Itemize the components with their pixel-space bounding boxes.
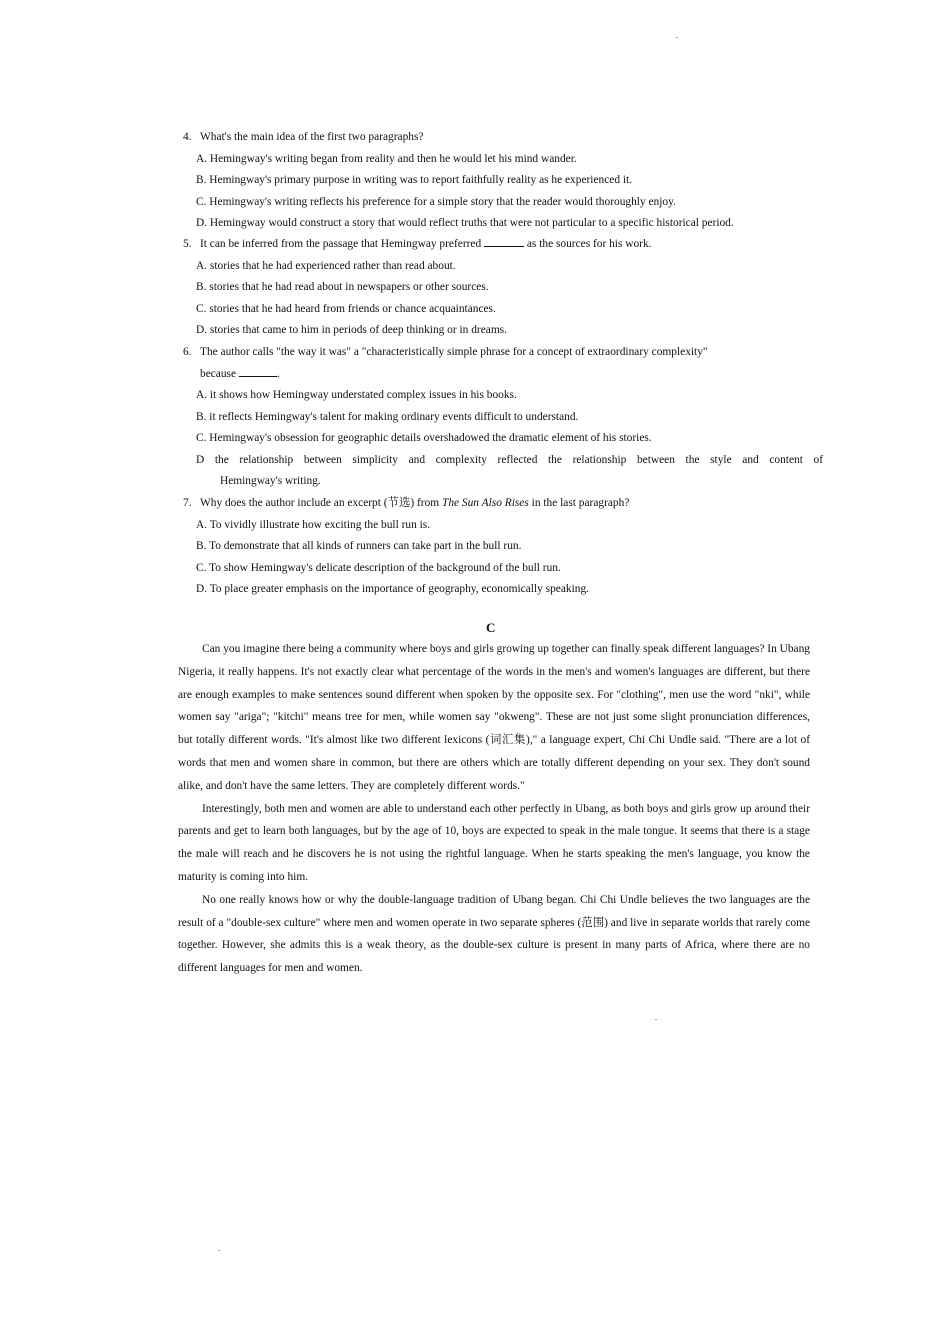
- option-a: A. To vividly illustrate how exciting the bull run is.: [196, 518, 431, 531]
- option-b: B. stories that he had read about in newspapers or other sources.: [196, 281, 489, 293]
- question-text-end: .: [276, 367, 280, 380]
- option-c: C. Hemingway's obsession for geographic details overshadowed the dramatic element of his stories.: [196, 432, 652, 444]
- question-text-cont: because: [200, 367, 237, 380]
- option-d: D. Hemingway would construct a story that would reflect truths that were not particular to a specific historical period.: [196, 217, 734, 229]
- question-text-before: It can be inferred from the passage that Hemingway preferred: [200, 238, 482, 250]
- option-d: D. stories that came to him in periods of deep thinking or in dreams.: [196, 324, 507, 336]
- option-b: B. To demonstrate that all kinds of runners can take part in the bull run.: [196, 540, 522, 552]
- option-c: C. stories that he had heard from friends or chance acquaintances.: [196, 302, 496, 315]
- passage-paragraph: No one really knows how or why the double-language tradition of Ubang began. Chi Chi Undle believes the two languages are the result of a "double-sex culture" where men and women operate in two separate spheres (范围) and live in separate worlds that rarely come together. However, she admits this is a weak theory, as the double-sex culture is present in many parts of Africa, where there are no different languages for men and women.: [178, 893, 810, 975]
- question-number: 7.: [183, 497, 192, 509]
- question-7: [183, 493, 823, 601]
- option-a: A. Hemingway's writing began from reality and then he would let his mind wander.: [196, 152, 577, 165]
- option-c: C. To show Hemingway's delicate description of the background of the bull run.: [196, 561, 561, 574]
- question-stem: [183, 342, 823, 364]
- option-d-continued: Hemingway's writing.: [220, 475, 321, 487]
- book-title: The Sun Also Rises: [441, 497, 529, 509]
- question-text-after: in the last paragraph?: [531, 497, 630, 509]
- answer-blank: [239, 364, 277, 377]
- question-stem: [183, 493, 823, 515]
- question-stem-continued: [183, 364, 823, 386]
- question-stem: [183, 234, 823, 256]
- question-text-after: as the sources for his work.: [526, 238, 652, 250]
- question-5: [183, 234, 823, 342]
- question-text: What's the main idea of the first two paragraphs?: [200, 131, 424, 143]
- section-heading: C: [486, 620, 496, 635]
- question-number: 4.: [183, 131, 192, 143]
- question-text-before: Why does the author include an excerpt (节选) from: [200, 497, 440, 509]
- reading-passage: [178, 638, 810, 980]
- option-c: C. Hemingway's writing reflects his preference for a simple story that the reader would thoroughly enjoy.: [196, 195, 676, 208]
- scan-speck: [218, 1250, 220, 1251]
- scan-speck: [676, 37, 678, 38]
- option-d: D. To place greater emphasis on the importance of geography, economically speaking.: [196, 583, 589, 595]
- passage-paragraph: Can you imagine there being a community where boys and girls growing up together can finally speak different languages? In Ubang Nigeria, it really happens. It's not exactly clear what percentage of the words in the men's and women's languages are different, but there are enough examples to make sentences sound different when spoken by the opposite sex. For "clothing", men use the word "nki", while women say "ariga"; "kitchi" means tree for men, while women say "okweng". These are not just some slight pronunciation differences, but totally different words. "It's almost like two different lexicons (词汇集)," a language expert, Chi Chi Undle said. "There are a lot of words that men and women share in common, but there are others which are totally different depending on your sex. They don't sound alike, and don't have the same letters. They are completely different words.": [178, 643, 810, 792]
- question-stem: [183, 127, 823, 149]
- option-a: A. it shows how Hemingway understated complex issues in his books.: [196, 389, 517, 401]
- passage-paragraph: Interestingly, both men and women are able to understand each other perfectly in Ubang, as both boys and girls grow up around their parents and get to learn both languages, but by the age of 10, boys are expected to speak in the male tongue. It seems that there is a stage the male will reach and he discovers he is not using the rightful language. When he starts speaking the men's language, you know the maturity is coming into him.: [178, 802, 810, 883]
- question-4: [183, 127, 823, 235]
- question-number: 6.: [183, 346, 192, 358]
- option-a: A. stories that he had experienced rather than read about.: [196, 259, 456, 272]
- answer-blank: [484, 234, 524, 247]
- option-d: D the relationship between simplicity and complexity reflected the relationship between the style and content of: [196, 453, 823, 466]
- scan-speck: [655, 1019, 657, 1020]
- option-b: B. Hemingway's primary purpose in writing was to report faithfully reality as he experienced it.: [196, 174, 633, 186]
- option-b: B. it reflects Hemingway's talent for making ordinary events difficult to understand.: [196, 410, 579, 423]
- question-number: 5.: [183, 238, 192, 250]
- question-text: The author calls "the way it was" a "characteristically simple phrase for a concept of extraordinary complexity": [200, 346, 708, 358]
- question-6: [183, 342, 823, 493]
